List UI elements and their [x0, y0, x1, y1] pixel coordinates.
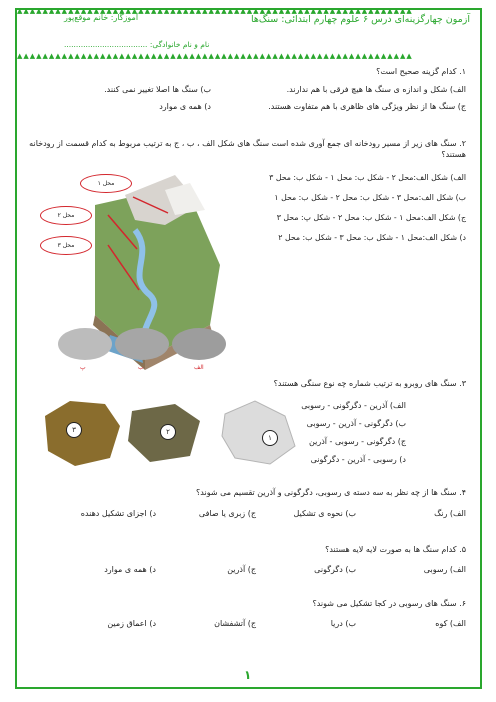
sample-label-alef: الف [194, 364, 204, 371]
q2-option-d[interactable]: د) شکل الف:محل ۱ - شکل ب: محل ۳ - شکل ب: محل ۲ [278, 233, 466, 242]
q1-option-c[interactable]: ج) سنگ ها از نظر ویژگی های ظاهری با هم متفاوت هستند. [268, 102, 466, 111]
q5-option-b[interactable]: ب) دگرگونی [314, 565, 356, 574]
q2-option-a[interactable]: الف) شکل الف:محل ۲ - شکل ب: محل ۱ - شکل ب: محل ۳ [269, 173, 466, 182]
q6-option-c[interactable]: ج) آتشفشان [214, 619, 256, 628]
q3-option-b[interactable]: ب) دگرگونی - آذرین - رسوبی [306, 419, 406, 428]
q3-option-a[interactable]: الف) آذرین - دگرگونی - رسوبی [301, 401, 406, 410]
callout-location-2: محل ۲ [40, 206, 92, 225]
q4-option-d[interactable]: د) اجزای تشکیل دهنده [80, 509, 156, 518]
callout-location-1: محل ۱ [80, 174, 132, 193]
q1-option-b[interactable]: ب) سنگ ها اصلا تغییر نمی کنند. [104, 85, 211, 94]
student-name-field[interactable]: نام و نام خانوادگی: ................................... [64, 40, 210, 49]
q5-question: ۵. کدام سنگ ها به صورت لایه لایه هستند؟ [325, 545, 466, 554]
q6-option-b[interactable]: ب) دریا [330, 619, 356, 628]
q4-question: ۴. سنگ ها از چه نظر به سه دسته ی رسوبی، دگرگونی و آذرین تقسیم می شوند؟ [196, 488, 466, 497]
sample-label-b: ب [138, 364, 144, 371]
q4-option-c[interactable]: ج) زبری یا صافی [198, 509, 256, 518]
q5-option-a[interactable]: الف) رسوبی [423, 565, 466, 574]
q2-option-b[interactable]: ب) شکل الف:محل ۳ - شکل ب: محل ۲ - شکل ب: محل ۱ [274, 193, 466, 202]
rock-sample-images [57, 326, 227, 362]
q4-option-b[interactable]: ب) نحوه ی تشکیل [293, 509, 356, 518]
q6-question: ۶. سنگ های رسوبی در کجا تشکیل می شوند؟ [312, 599, 466, 608]
page-number: ۱ [244, 668, 252, 682]
top-triangle-border: ▲▲▲▲▲▲▲▲▲▲▲▲▲▲▲▲▲▲▲▲▲▲▲▲▲▲▲▲▲▲▲▲▲▲▲▲▲▲▲▲▲▲▲▲▲▲▲▲▲▲▲▲▲▲▲▲▲▲▲▲▲▲ [17, 7, 413, 15]
q1-option-a[interactable]: الف) شکل و اندازه ی سنگ ها هیچ فرقی با هم ندارند. [286, 85, 466, 94]
q6-option-a[interactable]: الف) کوه [435, 619, 466, 628]
q3-question: ۳. سنگ های روبرو به ترتیب شماره چه نوع سنگی هستند؟ [273, 379, 466, 388]
q1-option-d[interactable]: د) همه ی موارد [159, 102, 211, 111]
rock-number-2: ۲ [160, 424, 176, 440]
q2-option-c[interactable]: ج) شکل الف:محل ۱ - شکل ب: محل ۲ - شکل پ: محل ۳ [276, 213, 466, 222]
page-title: آزمون چهارگزینه‌ای درس ۶ علوم چهارم ابتدائی: سنگ‌ها [250, 14, 470, 25]
header-divider: ▲▲▲▲▲▲▲▲▲▲▲▲▲▲▲▲▲▲▲▲▲▲▲▲▲▲▲▲▲▲▲▲▲▲▲▲▲▲▲▲▲▲▲▲▲▲▲▲▲▲▲▲▲▲▲▲▲▲▲▲▲▲ [17, 52, 413, 60]
q6-option-d[interactable]: د) اعماق زمین [107, 619, 156, 628]
q3-option-d[interactable]: د) رسوبی - آذرین - دگرگونی [310, 455, 406, 464]
q3-option-c[interactable]: ج) دگرگونی - رسوبی - آذرین [309, 437, 406, 446]
teacher-name: آموزگار: خانم موقع‌پور [64, 13, 139, 22]
q4-option-a[interactable]: الف) رنگ [434, 509, 466, 518]
callout-location-3: محل ۳ [40, 236, 92, 255]
sample-label-p: پ [80, 364, 86, 371]
q5-option-d[interactable]: د) همه ی موارد [104, 565, 156, 574]
rock-number-3: ۳ [66, 422, 82, 438]
rock-number-1: ۱ [262, 430, 278, 446]
q2-question: ۲. سنگ های زیر از مسیر رودخانه ای جمع آوری شده است سنگ های شکل الف ، ب ، ج به ترتیب مربوط به کدام قسمت از رودخانه هستند؟ [29, 139, 466, 159]
q5-option-c[interactable]: ج) آذرین [227, 565, 256, 574]
q1-question: ۱. کدام گزینه صحیح است؟ [376, 67, 466, 76]
